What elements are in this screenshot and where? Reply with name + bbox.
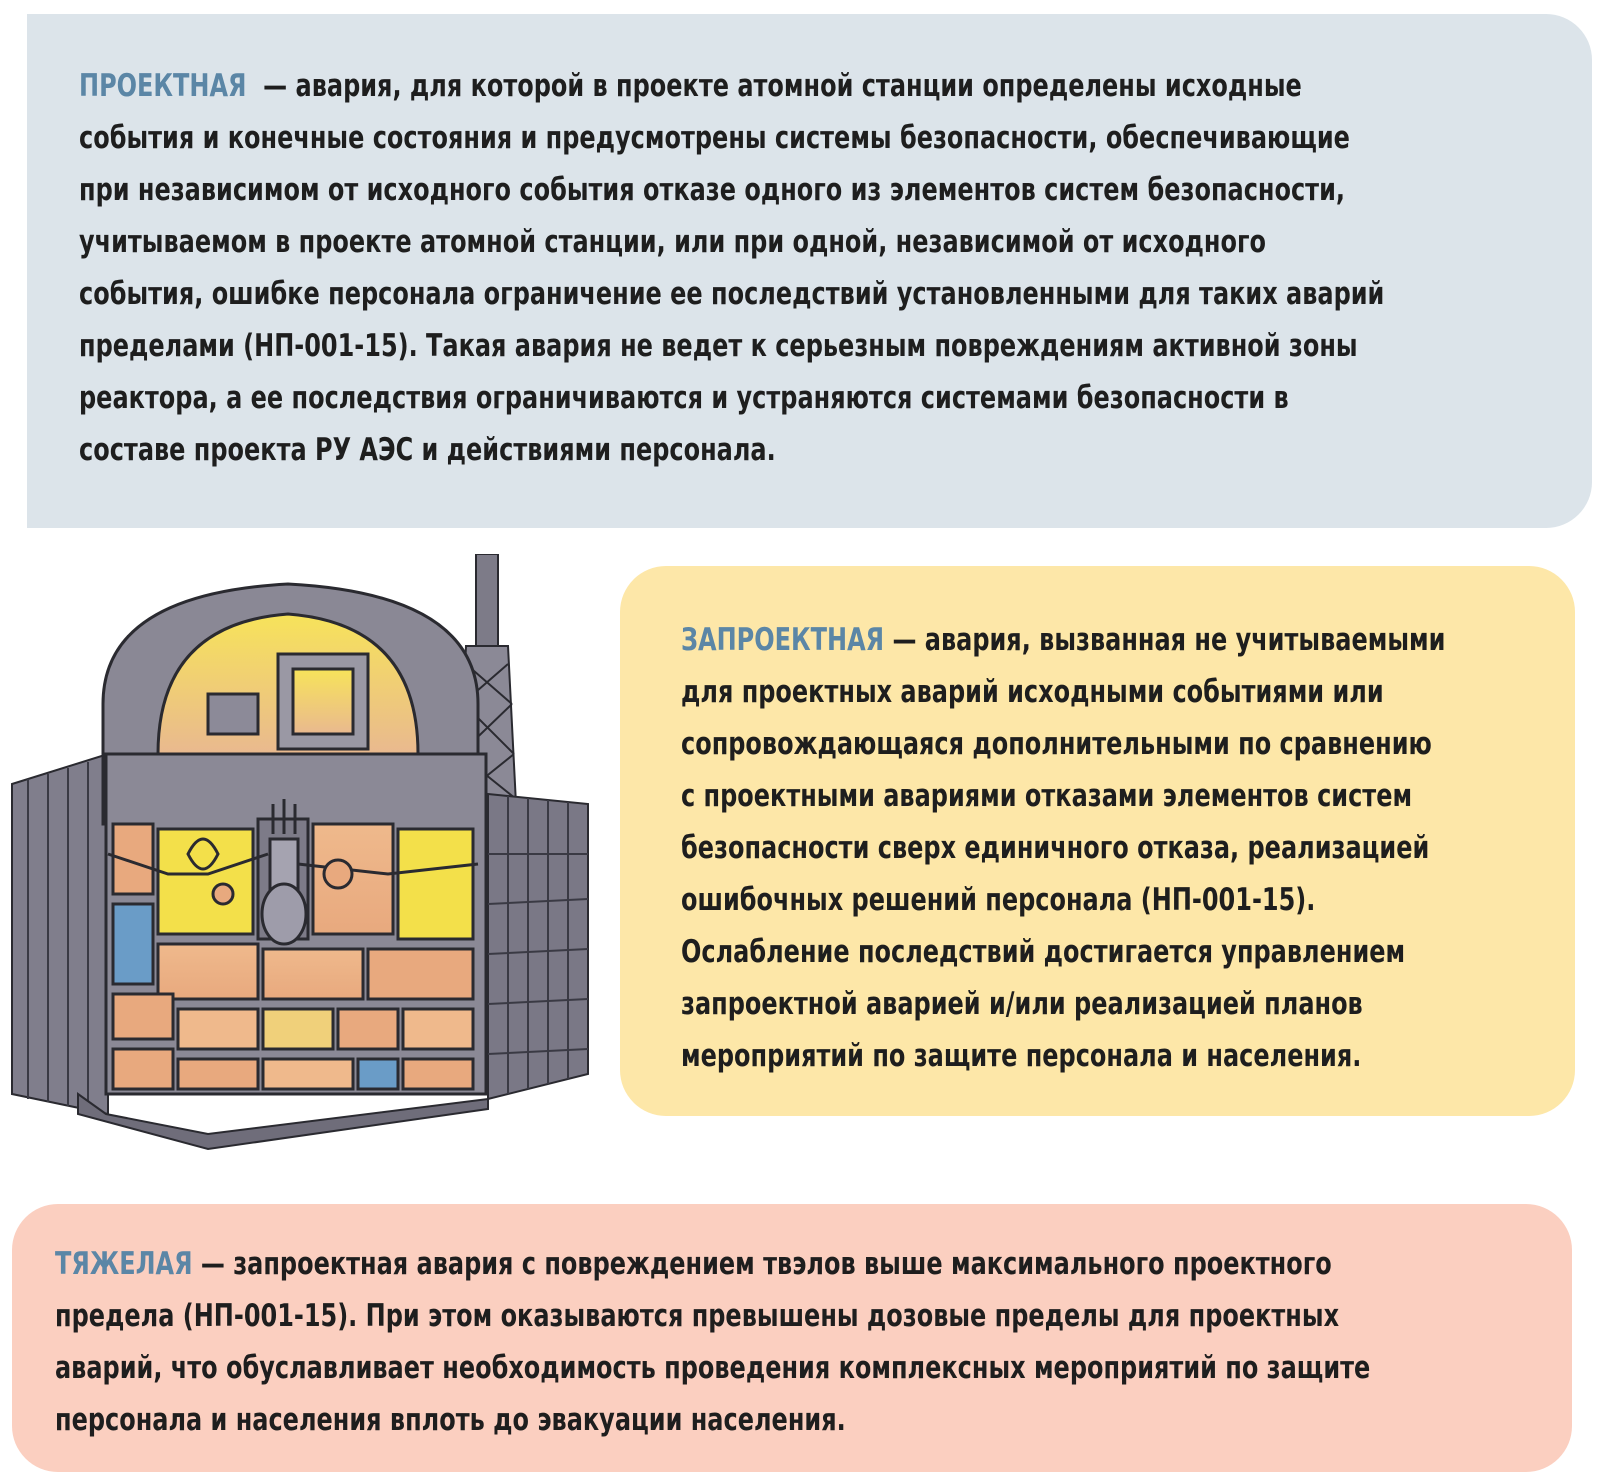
text-line: — авария, для которой в проекте атомной станции определены исходные [246,68,1302,104]
definition-text [55,1238,1534,1446]
definition-text [79,60,1541,476]
text-line: ошибочных решений персонала (НП-001-15). [681,882,1316,918]
text-line: для проектных аварий исходными событиями или [681,674,1384,710]
text-line: реактора, а ее последствия ограничиваются и устраняются системами безопасности в [79,380,1289,416]
definition-card-severe [12,1204,1572,1472]
definition-text [681,614,1558,1082]
text-line: безопасности сверх единичного отказа, реализацией [681,830,1430,866]
text-line: аварий, что обуславливает необходимость проведения комплексных мероприятий по защите [55,1350,1371,1386]
text-line: при независимом от исходного события отказе одного из элементов систем безопасности, [79,172,1346,208]
text-line: составе проекта РУ АЭС и действиями персонала. [79,432,776,468]
text-line: предела (НП-001-15). При этом оказываются превышены дозовые пределы для проектных [55,1298,1340,1334]
npp-reactor-building-illustration [8,554,598,1154]
term-heading: ТЯЖЕЛАЯ [55,1246,193,1282]
term-heading: ПРОЕКТНАЯ [79,68,247,104]
text-line: пределами (НП-001-15). Такая авария не ведет к серьезным повреждениям активной зоны [79,328,1358,364]
text-line: события и конечные состояния и предусмотрены системы безопасности, обеспечивающие [79,120,1350,156]
text-line: мероприятий по защите персонала и населения. [681,1038,1362,1074]
text-line: — авария, вызванная не учитываемыми [884,622,1446,658]
definition-card-design-basis [27,14,1592,528]
text-line: — запроектная авария с повреждением твэлов выше максимального проектного [192,1246,1332,1282]
text-line: события, ошибке персонала ограничение ее последствий установленными для таких аварий [79,276,1385,312]
text-line: Ослабление последствий достигается управлением [681,934,1406,970]
text-line: учитываемом в проекте атомной станции, или при одной, независимой от исходного [79,224,1267,260]
term-heading: ЗАПРОЕКТНАЯ [681,622,885,658]
definition-card-beyond-design-basis [620,566,1575,1116]
text-line: сопровождающаяся дополнительными по сравнению [681,726,1432,762]
text-line: запроектной аварией и/или реализацией планов [681,986,1363,1022]
text-line: с проектными авариями отказами элементов систем [681,778,1413,814]
text-line: персонала и населения вплоть до эвакуации населения. [55,1402,846,1438]
